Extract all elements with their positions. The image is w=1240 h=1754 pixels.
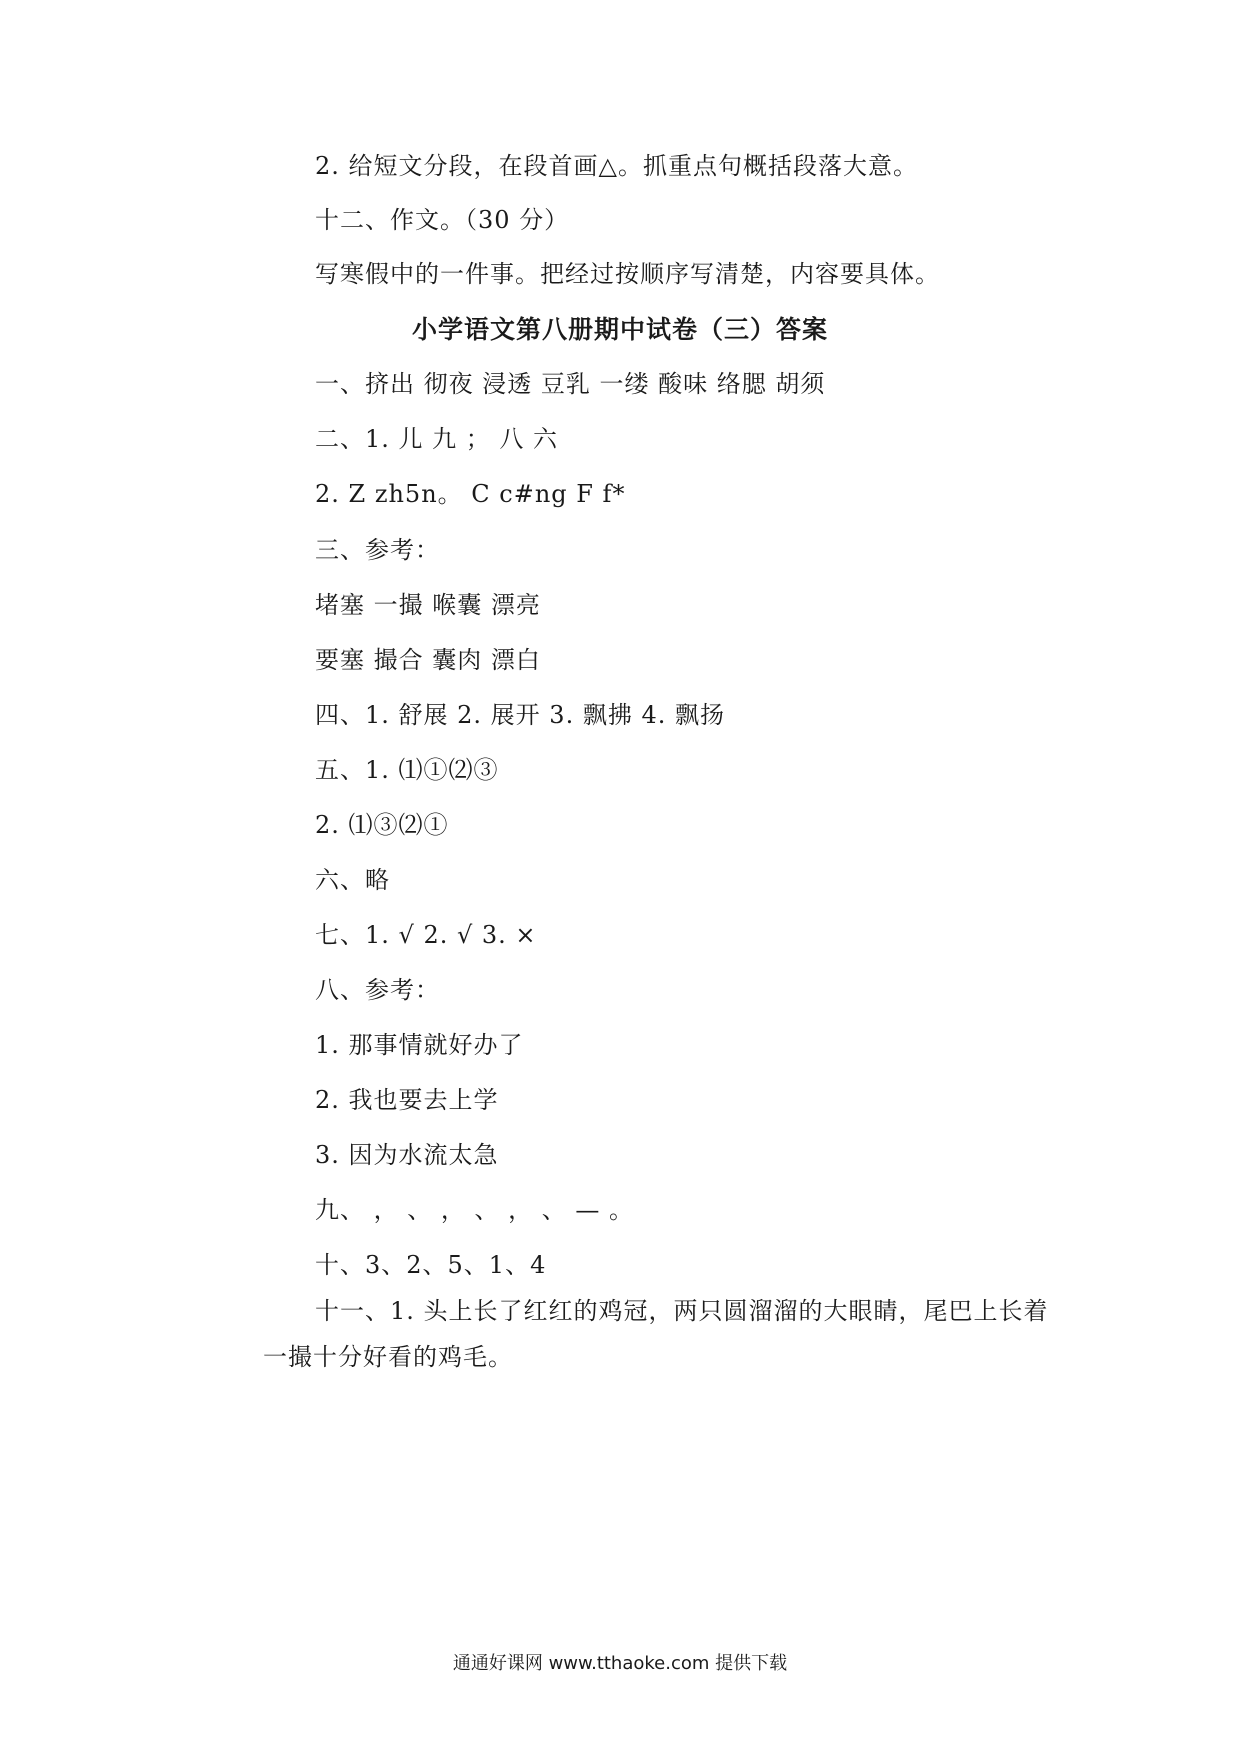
- composition-prompt: 写寒假中的一件事。把经过按顺序写清楚，内容要具体。: [315, 260, 940, 288]
- answer-line: 二、1. 儿 九 ； 八 六: [315, 425, 559, 453]
- answer-line: 2. Z zh5n。 C c#ng F f*: [315, 480, 626, 508]
- answer-line: 十、3、2、5、1、4: [315, 1251, 547, 1279]
- answer-line: 堵塞 一撮 喉囊 漂亮: [315, 591, 541, 619]
- footer-credit: 通通好课网 www.tthaoke.com 提供下载: [452, 1653, 788, 1674]
- answer-line: 七、1. √ 2. √ 3. ×: [315, 921, 537, 949]
- answer-line: 三、参考：: [315, 536, 440, 564]
- answer-line: 六、略: [315, 866, 390, 894]
- answer-line: 1. 那事情就好办了: [315, 1031, 524, 1059]
- answer-title: 小学语文第八册期中试卷（三）答案: [411, 315, 828, 344]
- answer-paragraph: 十一、1. 头上长了红红的鸡冠，两只圆溜溜的大眼睛，尾巴上长着一撮十分好看的鸡毛。: [263, 1297, 1049, 1371]
- answer-line: 一、挤出 彻夜 浸透 豆乳 一缕 酸味 络腮 胡须: [315, 370, 826, 398]
- composition-heading: 十二、作文。（30 分）: [315, 206, 570, 234]
- answer-line: 3. 因为水流太急: [315, 1141, 499, 1169]
- question-2-instruction: 2. 给短文分段，在段首画△。抓重点句概括段落大意。: [315, 152, 918, 180]
- answer-line: 八、参考：: [315, 976, 440, 1004]
- answer-line: 要塞 撮合 囊肉 漂白: [315, 646, 541, 674]
- answer-line: 2. ⑴③⑵①: [315, 811, 449, 839]
- answer-line: 四、1. 舒展 2. 展开 3. 飘拂 4. 飘扬: [315, 701, 725, 729]
- answer-line: 2. 我也要去上学: [315, 1086, 499, 1114]
- answer-line: 九、 ， 、 ， 、 ， 、 — 。: [315, 1196, 635, 1224]
- answer-line: 五、1. ⑴①⑵③: [315, 756, 499, 784]
